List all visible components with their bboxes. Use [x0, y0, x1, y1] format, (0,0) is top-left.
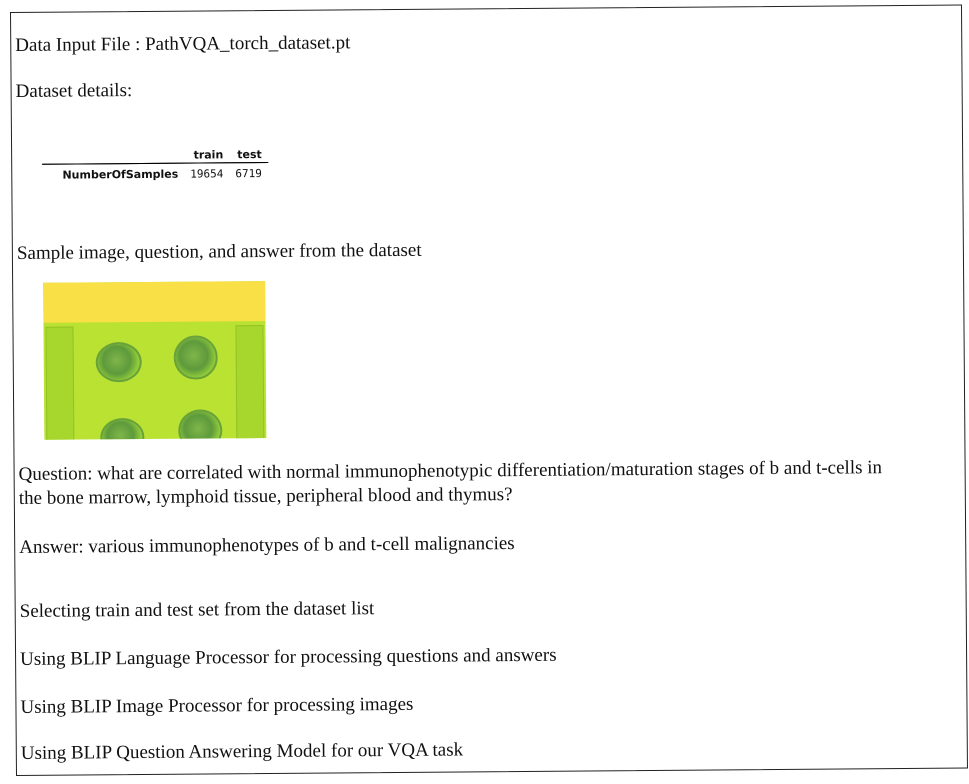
cell-blob: [178, 409, 222, 439]
table-header-row: [42, 147, 268, 164]
pathology-slide-image: [43, 281, 266, 440]
slide-strip-left: [45, 327, 74, 440]
table-corner-cell: [42, 148, 184, 165]
question-text: Question: what are correlated with normal immunophenotypic differentiation/maturation stages of b and t-cells in the bone marrow, lymphoid tissue, peripheral blood and thymus?: [18, 457, 883, 509]
step-language-processor: Using BLIP Language Processor for processing questions and answers: [20, 644, 557, 670]
cell-blob: [96, 342, 142, 382]
column-header-train: train: [184, 147, 229, 163]
slide-strip-right: [235, 325, 264, 440]
test-count-cell: 6719: [235, 167, 262, 181]
data-input-file-line: Data Input File : PathVQA_torch_dataset.pt: [15, 32, 351, 56]
image-top-band: [43, 281, 265, 323]
dataset-details-table: [42, 147, 268, 184]
step-vqa-model: Using BLIP Question Answering Model for our VQA task: [20, 739, 464, 764]
cell-blob: [100, 418, 144, 440]
row-label-number-of-samples: NumberOfSamples: [62, 167, 179, 182]
step-select-train-test: Selecting train and test set from the dataset list: [19, 598, 375, 622]
step-image-processor: Using BLIP Image Processor for processing images: [20, 693, 414, 718]
train-count-cell: 19654: [190, 167, 224, 181]
dataset-details-label: Dataset details:: [15, 80, 133, 102]
sample-heading: Sample image, question, and answer from the dataset: [16, 239, 422, 264]
cell-blob: [174, 335, 218, 379]
answer-text: Answer: various immunophenotypes of b and t-cell malignancies: [19, 533, 515, 558]
table-row: [42, 162, 268, 183]
document-page: [10, 5, 968, 776]
column-header-test: test: [229, 147, 268, 163]
